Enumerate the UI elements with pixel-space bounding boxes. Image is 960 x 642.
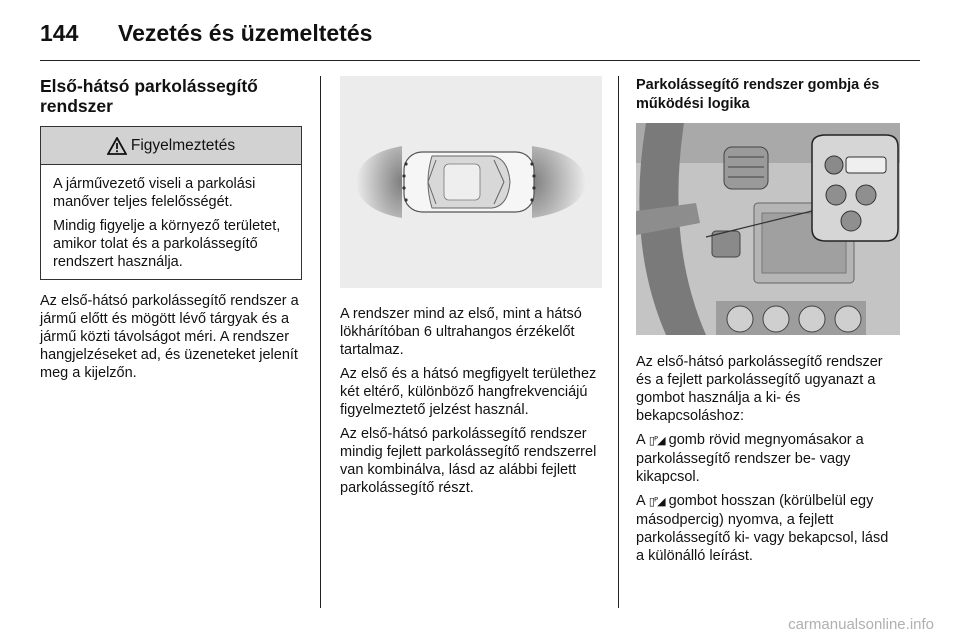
paragraph-text: gomb rövid megnyomásakor a parkolássegítő rendszer be- vagy kikapcsol. bbox=[636, 432, 864, 485]
section-title: Első-hátsó parkolássegítő rendszer bbox=[40, 76, 258, 116]
body-paragraph bbox=[636, 431, 900, 486]
paragraph-prefix: A bbox=[636, 493, 645, 509]
paragraph-text: gombot hosszan (körülbelül egy másodpercig) nyomva, a fejlett parkolássegítő ki- vagy bekapcsol, lásd a különálló leírást. bbox=[636, 493, 889, 564]
car-sensor-zones-illustration bbox=[340, 76, 602, 288]
warning-paragraph: Mindig figyelje a környező területet, amikor tolat és a parkolássegítő rendszert használja. bbox=[53, 218, 281, 270]
column-right bbox=[636, 76, 900, 571]
warning-triangle-icon bbox=[107, 137, 127, 155]
watermark: carmanualsonline.info bbox=[788, 616, 934, 633]
column-divider bbox=[618, 76, 619, 608]
warning-header bbox=[41, 127, 301, 165]
page-header bbox=[40, 14, 920, 64]
warning-box bbox=[40, 126, 302, 280]
column-middle bbox=[340, 76, 602, 503]
body-paragraph: Az első-hátsó parkolássegítő rendszer mindig fejlett parkolássegítő rendszerrel van kombinálva, lásd az alábbi fejlett parkolássegítő részt. bbox=[340, 426, 597, 496]
column-left bbox=[40, 76, 302, 388]
page-number: 144 bbox=[40, 20, 79, 46]
park-assist-icon: ▯ᴾ◢ bbox=[648, 495, 665, 508]
body-paragraph: Az első-hátsó parkolássegítő rendszer és a fejlett parkolássegítő ugyanazt a gombot használja a ki- és bekapcsoláshoz: bbox=[636, 354, 883, 424]
chapter-title: Vezetés és üzemeltetés bbox=[118, 20, 373, 46]
dashboard-park-assist-button-photo bbox=[636, 123, 900, 335]
body-paragraph bbox=[636, 492, 900, 565]
section-subtitle: Parkolássegítő rendszer gombja és működési logika bbox=[636, 77, 880, 112]
body-paragraph: Az első és a hátsó megfigyelt területhez két eltérő, különböző hangfrekvenciájú figyelmeztető jelzést használ. bbox=[340, 366, 597, 418]
warning-paragraph: A járművezető viseli a parkolási manőver teljes felelősségét. bbox=[53, 176, 256, 210]
warning-body bbox=[41, 165, 301, 279]
column-divider bbox=[320, 76, 321, 608]
body-paragraph: Az első-hátsó parkolássegítő rendszer a jármű előtt és mögött lévő tárgyak és a jármű közti távolságot méri. A rendszer hangjelzéseket ad, és üzeneteket jelenít meg a kijelzőn. bbox=[40, 293, 299, 381]
park-assist-icon: ▯ᴾ◢ bbox=[648, 434, 665, 447]
body-paragraph: A rendszer mind az első, mint a hátsó lökhárítóban 6 ultrahangos érzékelőt tartalmaz. bbox=[340, 306, 582, 358]
paragraph-prefix: A bbox=[636, 432, 645, 448]
warning-label: Figyelmeztetés bbox=[130, 136, 236, 154]
header-rule bbox=[40, 60, 920, 61]
